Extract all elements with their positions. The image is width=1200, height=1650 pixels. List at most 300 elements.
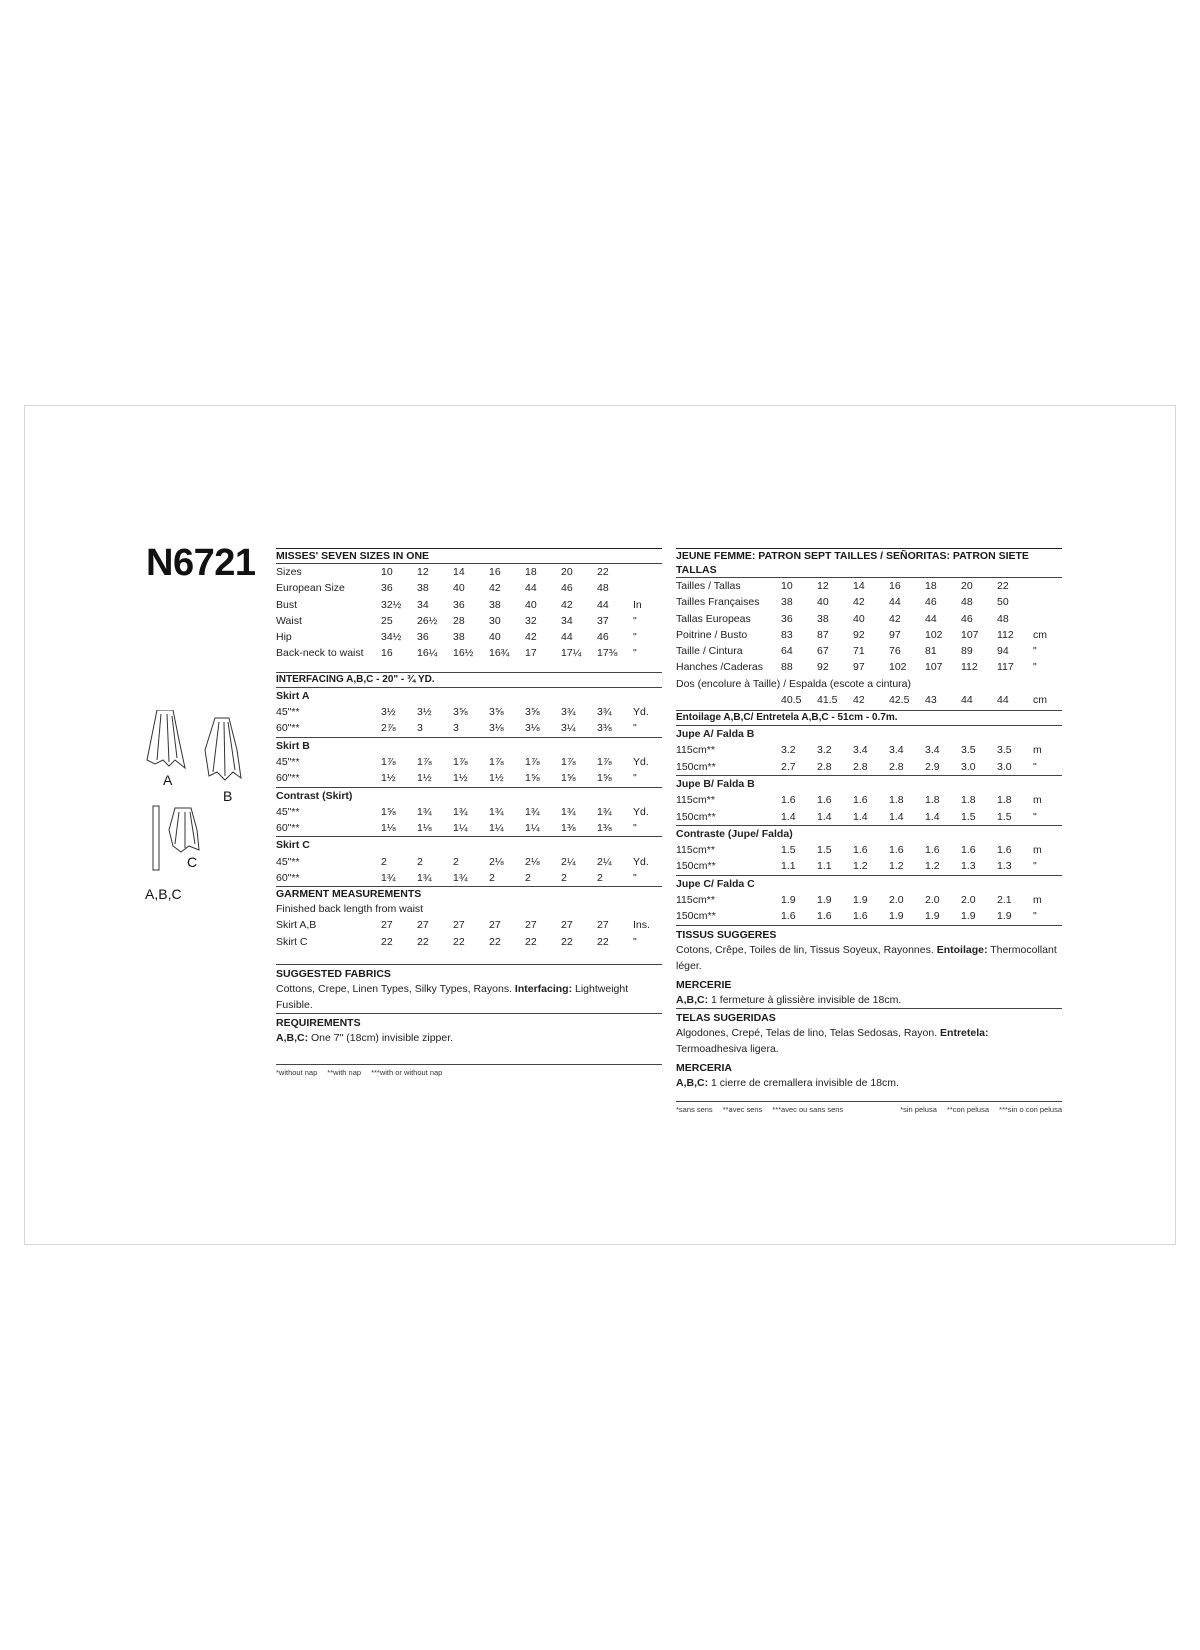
unit-label: cm: [1033, 628, 1047, 641]
row-label: 60"**: [276, 722, 300, 735]
unit-label: m: [1033, 844, 1042, 857]
cell-value: 102: [889, 661, 907, 674]
cell-value: 1.6: [781, 910, 796, 923]
cell-value: 92: [817, 661, 829, 674]
table-row: [676, 809, 1062, 825]
table-row: [276, 837, 662, 853]
yardage-group: [276, 688, 662, 737]
cell-value: 40: [853, 612, 865, 625]
cell-value: 40: [817, 596, 829, 609]
cell-value: 1.9: [925, 910, 940, 923]
cell-value: 2: [525, 872, 531, 885]
cell-value: 3¾: [597, 706, 612, 719]
cell-value: 2: [417, 855, 423, 868]
row-label: Jupe C/ Falda C: [676, 877, 755, 890]
cell-value: 81: [925, 645, 937, 658]
cell-value: 1.2: [889, 860, 904, 873]
cell-value: 27: [381, 919, 393, 932]
cell-value: 1.2: [853, 860, 868, 873]
cell-value: 1.6: [781, 794, 796, 807]
cell-value: 37: [597, 614, 609, 627]
english-column: [276, 548, 662, 1077]
size-chart-table: [276, 564, 662, 662]
cell-value: 40: [453, 582, 465, 595]
table-row: [276, 580, 662, 596]
unit-label: ": [633, 722, 637, 735]
yardage-group: [276, 738, 662, 787]
cell-value: 89: [961, 645, 973, 658]
unit-label: ": [1033, 760, 1037, 773]
cell-value: 1⅞: [489, 755, 504, 768]
yardage-group: [276, 788, 662, 837]
row-label: Jupe A/ Falda B: [676, 728, 755, 741]
cell-value: 16½: [453, 647, 474, 660]
table-row: [676, 611, 1062, 627]
cell-value: 1¾: [525, 805, 540, 818]
cell-value: 34: [561, 614, 573, 627]
cell-value: 3⅝: [453, 706, 468, 719]
cell-value: 3⅜: [597, 722, 612, 735]
table-row: [276, 917, 662, 933]
cell-value: 1.5: [961, 810, 976, 823]
cell-value: 22: [561, 935, 573, 948]
row-label: Skirt A: [276, 689, 310, 702]
cell-value: 12: [817, 580, 829, 592]
table-row: [676, 792, 1062, 808]
cell-value: 3.4: [889, 744, 904, 757]
table-row: [676, 692, 1062, 708]
cell-value: 1½: [381, 772, 396, 785]
cell-value: 22: [417, 935, 429, 948]
table-row: [676, 643, 1062, 659]
row-label: 150cm**: [676, 910, 716, 923]
cell-value: 42: [853, 693, 865, 706]
nap-footnotes-fr-es: *sans sens **avec sens ***avec ou sans sens *sin pelusa **con pelusa ***sin o con pelusa: [676, 1104, 1062, 1114]
unit-label: [633, 580, 662, 596]
suggested-fabrics-text: Cottons, Crepe, Linen Types, Silky Types, Rayons. Interfacing: Lightweight Fusible.: [276, 982, 629, 1011]
unit-label: ": [1033, 910, 1037, 923]
cell-value: 1.5: [781, 844, 796, 857]
table-row: [676, 726, 1062, 742]
table-row: [276, 688, 662, 704]
cell-value: 44: [961, 693, 973, 706]
cell-value: 3.5: [997, 744, 1012, 757]
yardage-table: [276, 688, 662, 887]
cell-value: 14: [853, 580, 865, 592]
cell-value: 44: [925, 612, 937, 625]
table-row: [276, 564, 662, 580]
cell-value: 44: [889, 596, 901, 609]
telas-text: Algodones, Crepé, Telas de lino, Telas Sedosas, Rayon. Entretela: Termoadhesiva ligera.: [676, 1026, 989, 1055]
cell-value: 27: [417, 919, 429, 932]
cell-value: 1.9: [961, 910, 976, 923]
cell-value: 34: [417, 598, 429, 611]
cell-value: 3⅛: [525, 722, 540, 735]
cell-value: 1¾: [597, 805, 612, 818]
cell-value: 112: [961, 661, 978, 674]
cell-value: 46: [597, 631, 609, 644]
cell-value: 3.2: [817, 744, 832, 757]
cell-value: 38: [489, 598, 501, 611]
cell-value: 1⅝: [597, 772, 612, 785]
cell-value: 1½: [489, 772, 504, 785]
cell-value: 3⅛: [489, 722, 504, 735]
table-row: [676, 908, 1062, 924]
back-length-label-fr: Dos (encolure à Taille) / Espalda (escote a cintura): [676, 677, 912, 690]
row-label: Contrast (Skirt): [276, 789, 353, 802]
size-chart-table-fr: [676, 578, 1062, 676]
cell-value: 44: [525, 582, 537, 595]
cell-value: 83: [781, 628, 793, 641]
cell-value: 3.4: [925, 744, 940, 757]
cell-value: 71: [853, 645, 865, 658]
row-label: Tallas Europeas: [676, 612, 751, 625]
unit-label: Ins.: [633, 919, 650, 932]
cell-value: 2.8: [889, 760, 904, 773]
cell-value: 26½: [417, 614, 438, 627]
cell-value: 2¼: [561, 855, 576, 868]
cell-value: 22: [597, 566, 609, 578]
row-label: 150cm**: [676, 860, 716, 873]
cell-value: 18: [925, 580, 937, 592]
cell-value: 107: [925, 661, 943, 674]
cell-value: 1¼: [489, 822, 504, 835]
unit-label: ": [633, 872, 637, 885]
interfacing-line: INTERFACING A,B,C - 20" - ¾ YD.: [276, 673, 435, 685]
cell-value: 3¼: [561, 722, 576, 735]
cell-value: 44: [597, 598, 609, 611]
cell-value: 1¾: [453, 805, 468, 818]
unit-label: cm: [1033, 693, 1047, 706]
cell-value: 3½: [381, 706, 396, 719]
unit-label: Yd.: [633, 755, 649, 768]
cell-value: 17⅜: [597, 647, 618, 660]
cell-value: 1.3: [997, 860, 1012, 873]
french-spanish-column: [676, 548, 1062, 1114]
cell-value: 17: [525, 647, 537, 660]
table-row: [276, 820, 662, 836]
cell-value: 1¾: [453, 872, 468, 885]
cell-value: 10: [781, 580, 793, 592]
unit-label: ": [633, 647, 637, 660]
table-row: [676, 858, 1062, 874]
unit-label: ": [1033, 645, 1037, 658]
cell-value: 1⅛: [381, 822, 396, 835]
row-label: Bust: [276, 598, 298, 611]
unit-label: m: [1033, 894, 1042, 907]
cell-value: 22: [453, 935, 465, 948]
cell-value: 3.5: [961, 744, 976, 757]
cell-value: 3: [453, 722, 459, 735]
size-chart-title: MISSES' SEVEN SIZES IN ONE: [276, 550, 430, 562]
cell-value: 40: [525, 598, 537, 611]
cell-value: 38: [817, 612, 829, 625]
cell-value: 1⅞: [417, 755, 432, 768]
tissus-text: Cotons, Crêpe, Toiles de lin, Tissus Soyeux, Rayonnes. Entoilage: Thermocollant léger.: [676, 943, 1057, 972]
view-label-a: A: [163, 772, 173, 788]
cell-value: 1.1: [817, 860, 832, 873]
cell-value: 2¼: [597, 855, 612, 868]
cell-value: 1.2: [925, 860, 940, 873]
cell-value: 3⅝: [525, 706, 540, 719]
cell-value: 2: [597, 872, 603, 885]
cell-value: 1.6: [853, 794, 868, 807]
cell-value: 117: [997, 661, 1014, 674]
cell-value: 16: [381, 647, 393, 660]
cell-value: 1.6: [853, 910, 868, 923]
cell-value: 2.0: [925, 894, 940, 907]
table-row: [676, 876, 1062, 892]
cell-value: 16¼: [417, 647, 438, 660]
cell-value: 42: [889, 612, 901, 625]
cell-value: 1½: [453, 772, 468, 785]
cell-value: 30: [489, 614, 501, 627]
cell-value: 17¼: [561, 647, 582, 660]
row-label: Skirt B: [276, 739, 310, 752]
cell-value: 94: [997, 645, 1009, 658]
skirt-sketches-icon: [145, 710, 265, 940]
row-label: Skirt C: [276, 839, 310, 852]
cell-value: 1.4: [781, 810, 796, 823]
cell-value: 1.6: [925, 844, 940, 857]
cell-value: 20: [961, 580, 973, 592]
suggested-fabrics-title: SUGGESTED FABRICS: [276, 967, 391, 980]
cell-value: 16¾: [489, 647, 510, 660]
table-row: [676, 594, 1062, 610]
table-row: [276, 738, 662, 754]
table-row: [676, 892, 1062, 908]
cell-value: 76: [889, 645, 901, 658]
row-label: Poitrine / Busto: [676, 628, 748, 641]
cell-value: 16: [889, 580, 901, 592]
unit-label: Yd.: [633, 706, 649, 719]
unit-label: ": [633, 631, 637, 644]
cell-value: 32: [525, 614, 537, 627]
table-row: [676, 627, 1062, 643]
table-row: [276, 870, 662, 886]
cell-value: 36: [781, 612, 793, 625]
cell-value: 3.4: [853, 744, 868, 757]
cell-value: 1⅝: [525, 772, 540, 785]
row-label: Back-neck to waist: [276, 647, 364, 660]
cell-value: 18: [525, 566, 537, 578]
row-label: Skirt A,B: [276, 919, 317, 932]
cell-value: 20: [561, 566, 573, 578]
row-label: Hip: [276, 631, 292, 644]
cell-value: 25: [381, 614, 393, 627]
nap-footnotes: *without nap **with nap ***with or without nap: [276, 1067, 443, 1077]
cell-value: 1.4: [889, 810, 904, 823]
cell-value: 46: [561, 582, 573, 595]
cell-value: 1⅞: [525, 755, 540, 768]
cell-value: 107: [961, 628, 979, 641]
cell-value: 1.8: [889, 794, 904, 807]
unit-label: [1033, 578, 1062, 594]
unit-label: ": [633, 614, 637, 627]
row-label: Waist: [276, 614, 302, 627]
cell-value: 38: [781, 596, 793, 609]
cell-value: 14: [453, 566, 465, 578]
garment-sketches: [145, 710, 265, 940]
table-row: [276, 704, 662, 720]
cell-value: 22: [489, 935, 501, 948]
table-row: [276, 754, 662, 770]
unit-label: [1033, 611, 1062, 627]
cell-value: 27: [489, 919, 501, 932]
cell-value: 12: [417, 566, 429, 578]
row-label: 45"**: [276, 855, 300, 868]
cell-value: 10: [381, 566, 393, 578]
row-label: 45"**: [276, 755, 300, 768]
cell-value: 1½: [417, 772, 432, 785]
cell-value: 3.2: [781, 744, 796, 757]
cell-value: 1⅞: [381, 755, 396, 768]
cell-value: 42: [525, 631, 537, 644]
cell-value: 44: [997, 693, 1009, 706]
cell-value: 22: [381, 935, 393, 948]
table-row: [276, 645, 662, 661]
cell-value: 2.8: [817, 760, 832, 773]
table-row: [676, 842, 1062, 858]
cell-value: 97: [889, 628, 901, 641]
cell-value: 36: [417, 631, 429, 644]
yardage-group: [676, 876, 1062, 925]
cell-value: 1⅝: [381, 805, 396, 818]
cell-value: 40.5: [781, 693, 802, 706]
cell-value: 42.5: [889, 693, 910, 706]
table-row: [676, 776, 1062, 792]
cell-value: 2.7: [781, 760, 796, 773]
cell-value: 46: [961, 612, 973, 625]
yardage-group: [676, 776, 1062, 825]
unit-label: m: [1033, 744, 1042, 757]
yardage-group: [276, 837, 662, 886]
cell-value: 1¾: [489, 805, 504, 818]
cell-value: 2: [381, 855, 387, 868]
table-row: [676, 742, 1062, 758]
cell-value: 112: [997, 628, 1014, 641]
cell-value: 2: [453, 855, 459, 868]
pattern-number: N6721: [146, 542, 256, 584]
row-label: 45"**: [276, 805, 300, 818]
cell-value: 36: [381, 582, 393, 595]
row-label: Jupe B/ Falda B: [676, 777, 755, 790]
unit-label: In: [633, 598, 642, 611]
cell-value: 1⅞: [453, 755, 468, 768]
cell-value: 1⅞: [561, 755, 576, 768]
table-row: [676, 659, 1062, 675]
row-label: 115cm**: [676, 794, 715, 807]
row-label: Taille / Cintura: [676, 645, 743, 658]
cell-value: 42: [853, 596, 865, 609]
cell-value: 2.0: [889, 894, 904, 907]
row-label: 115cm**: [676, 744, 715, 757]
table-row: [676, 826, 1062, 842]
cell-value: 38: [417, 582, 429, 595]
table-row: [276, 854, 662, 870]
table-row: [276, 613, 662, 629]
telas-title: TELAS SUGERIDAS: [676, 1011, 776, 1024]
cell-value: 67: [817, 645, 829, 658]
cell-value: 2⅛: [489, 855, 504, 868]
tissus-title: TISSUS SUGGERES: [676, 928, 777, 941]
table-row: [276, 804, 662, 820]
unit-label: m: [1033, 794, 1042, 807]
cell-value: 1¾: [561, 805, 576, 818]
unit-label: [633, 564, 662, 580]
yardage-table-fr: [676, 726, 1062, 925]
cell-value: 1.5: [997, 810, 1012, 823]
cell-value: 3: [417, 722, 423, 735]
cell-value: 2⅞: [381, 722, 396, 735]
yardage-group: [676, 726, 1062, 775]
row-label: 60"**: [276, 872, 300, 885]
cell-value: 92: [853, 628, 865, 641]
cell-value: 48: [961, 596, 973, 609]
cell-value: 22: [597, 935, 609, 948]
cell-value: 102: [925, 628, 943, 641]
table-row: [276, 770, 662, 786]
table-row: [276, 597, 662, 613]
cell-value: 27: [561, 919, 573, 932]
cell-value: 1.1: [781, 860, 796, 873]
cell-value: 48: [597, 582, 609, 595]
cell-value: 1.3: [961, 860, 976, 873]
unit-label: ": [1033, 661, 1037, 674]
cell-value: 48: [997, 612, 1009, 625]
cell-value: 1¼: [453, 822, 468, 835]
cell-value: 44: [561, 631, 573, 644]
table-row: [276, 629, 662, 645]
requirements-text: A,B,C: One 7" (18cm) invisible zipper.: [276, 1031, 454, 1044]
cell-value: 43: [925, 693, 937, 706]
cell-value: 3¾: [561, 706, 576, 719]
cell-value: 1¾: [417, 805, 432, 818]
row-label: 45"**: [276, 706, 300, 719]
cell-value: 1⅝: [561, 772, 576, 785]
cell-value: 2: [561, 872, 567, 885]
view-label-b: B: [223, 788, 233, 804]
cell-value: 42: [489, 582, 501, 595]
table-row: [276, 720, 662, 736]
unit-label: ": [1033, 860, 1037, 873]
cell-value: 1.6: [961, 844, 976, 857]
cell-value: 1.8: [997, 794, 1012, 807]
cell-value: 1.9: [817, 894, 832, 907]
row-label: Sizes: [276, 566, 302, 578]
cell-value: 32½: [381, 598, 402, 611]
cell-value: 22: [997, 580, 1009, 592]
cell-value: 1.6: [997, 844, 1012, 857]
cell-value: 16: [489, 566, 501, 578]
row-label: 60"**: [276, 822, 300, 835]
row-label: Tailles / Tallas: [676, 580, 741, 592]
row-label: Skirt C: [276, 935, 308, 948]
cell-value: 27: [597, 919, 609, 932]
cell-value: 1.9: [997, 910, 1012, 923]
cell-value: 1⅞: [597, 755, 612, 768]
cell-value: 1.6: [889, 844, 904, 857]
cell-value: 22: [525, 935, 537, 948]
merceria-text: A,B,C: 1 cierre de cremallera invisible de 18cm.: [676, 1076, 899, 1089]
table-row: [276, 934, 662, 950]
row-label: [676, 692, 781, 708]
cell-value: 1.8: [961, 794, 976, 807]
cell-value: 2.9: [925, 760, 940, 773]
table-row: [276, 788, 662, 804]
cell-value: 2.8: [853, 760, 868, 773]
cell-value: 27: [453, 919, 465, 932]
